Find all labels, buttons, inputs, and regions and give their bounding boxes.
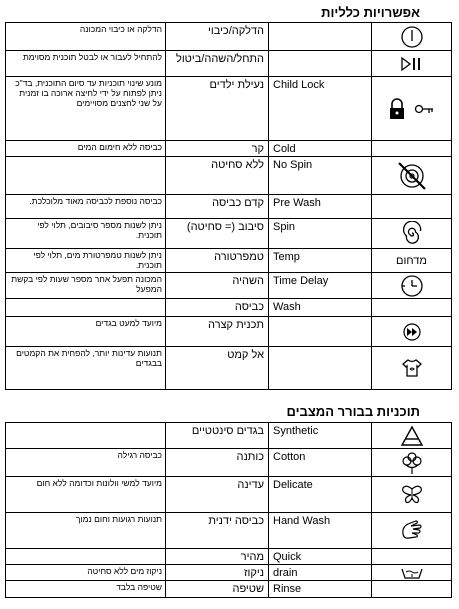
- icon-cell: [372, 565, 451, 580]
- hebrew-name-cell: סיבוב (= סחיטה): [166, 219, 269, 248]
- english-name-cell: Spin: [269, 219, 372, 248]
- english-name-cell: Quick: [269, 549, 372, 564]
- english-name-cell: Cotton: [269, 449, 372, 476]
- table-row: [6, 23, 451, 51]
- table-row: [6, 513, 451, 549]
- cotton-flower-icon: [400, 450, 424, 476]
- description-cell: הדלקה או כיבוי המכונה: [6, 23, 166, 50]
- hebrew-name-cell: שטיפה: [166, 581, 269, 597]
- description-cell: [6, 549, 166, 564]
- hebrew-name-cell: כביסה ידנית: [166, 513, 269, 548]
- description-cell: מיועד למעט בגדים: [6, 317, 166, 346]
- hebrew-name-cell: מהיר: [166, 549, 269, 564]
- hebrew-name-cell: כותנה: [166, 449, 269, 476]
- icon-cell: [372, 549, 451, 564]
- table-row: [6, 581, 451, 597]
- table-row: [6, 317, 451, 347]
- description-cell: כביסה נוספת לכביסה מאוד מלוכלכת.: [6, 195, 166, 218]
- english-name-cell: Wash: [269, 299, 372, 316]
- icon-cell: [372, 77, 451, 140]
- table-row: [6, 273, 451, 299]
- description-cell: מונע שינוי תוכניות עד סיום התוכנית, בד"כ ניתן לפתוח על ידי לחיצה ארוכה בו זמנית על שני לחצנים מסויימים: [6, 77, 166, 140]
- description-cell: [6, 299, 166, 316]
- hebrew-name-cell: קר: [166, 141, 269, 156]
- table-row: [6, 77, 451, 141]
- english-name-cell: Temp: [269, 249, 372, 272]
- icon-cell: [372, 513, 451, 548]
- description-cell: המכונה תפעל אחר מספר שעות לפי בקשת המפעל: [6, 273, 166, 298]
- icon-cell: [372, 273, 451, 298]
- table-row: [6, 219, 451, 249]
- english-name-cell: Time Delay: [269, 273, 372, 298]
- drain-tub-icon: [400, 566, 424, 580]
- fast-forward-icon: [400, 322, 424, 342]
- icon-cell: [372, 249, 451, 272]
- table-row: [6, 51, 451, 77]
- programs-table: [5, 422, 452, 598]
- english-name-cell: No Spin: [269, 157, 372, 194]
- english-name-cell: [269, 317, 372, 346]
- table-row: [6, 195, 451, 219]
- icon-label: מדחום: [396, 254, 427, 267]
- hebrew-name-cell: תכנית קצרה: [166, 317, 269, 346]
- icon-cell: [372, 195, 451, 218]
- icon-cell: [372, 51, 451, 76]
- english-name-cell: Cold: [269, 141, 372, 156]
- hebrew-name-cell: קדם כביסה: [166, 195, 269, 218]
- description-cell: מיועד למשי וולונות וכדומה ללא חום: [6, 477, 166, 512]
- general-options-table: [5, 22, 452, 390]
- icon-cell: [372, 449, 451, 476]
- icon-cell: [372, 23, 451, 50]
- no-spin-icon: [395, 159, 429, 193]
- table-row: [6, 423, 451, 449]
- play-pause-icon: [399, 55, 425, 73]
- table-row: [6, 549, 451, 565]
- hebrew-name-cell: עדינה: [166, 477, 269, 512]
- table-row: [6, 449, 451, 477]
- description-cell: תנועות עדינות יותר, להפחית את הקמטים בבגדים: [6, 347, 166, 389]
- iron-triangle-icon: [400, 425, 424, 447]
- hebrew-name-cell: ניקוז: [166, 565, 269, 580]
- english-name-cell: [269, 51, 372, 76]
- hebrew-name-cell: נעילת ילדים: [166, 77, 269, 140]
- english-name-cell: Synthetic: [269, 423, 372, 448]
- english-name-cell: Child Lock: [269, 77, 372, 140]
- hebrew-name-cell: הדלקה/כיבוי: [166, 23, 269, 50]
- power-icon: [399, 24, 425, 50]
- icon-cell: [372, 141, 451, 156]
- hebrew-name-cell: התחל/השהה/ביטול: [166, 51, 269, 76]
- lock-key-icon: [386, 97, 438, 121]
- hebrew-name-cell: השהיה: [166, 273, 269, 298]
- hebrew-name-cell: אל קמט: [166, 347, 269, 389]
- table-row: [6, 249, 451, 273]
- hebrew-name-cell: טמפרטורה: [166, 249, 269, 272]
- icon-cell: [372, 581, 451, 597]
- english-name-cell: Rinse: [269, 581, 372, 597]
- description-cell: ניתן לשנות מספר סיבובים, תלוי לפי תוכנית.: [6, 219, 166, 248]
- english-name-cell: Hand Wash: [269, 513, 372, 548]
- icon-cell: [372, 347, 451, 389]
- hand-icon: [399, 518, 425, 544]
- icon-cell: [372, 219, 451, 248]
- description-cell: [6, 423, 166, 448]
- english-name-cell: [269, 347, 372, 389]
- table-row: [6, 157, 451, 195]
- spiral-icon: [399, 221, 425, 247]
- table-row: [6, 477, 451, 513]
- hebrew-name-cell: ללא סחיטה: [166, 157, 269, 194]
- description-cell: ניתן לשנות טמפרטורת מים, תלוי לפי תוכנית.: [6, 249, 166, 272]
- section-title-programs: תוכניות בבורר המצבים: [286, 404, 420, 419]
- english-name-cell: [269, 23, 372, 50]
- hebrew-name-cell: כביסה: [166, 299, 269, 316]
- icon-cell: [372, 477, 451, 512]
- table-row: [6, 299, 451, 317]
- description-cell: להתחיל לעבור או לבטל תוכנית מסוימת: [6, 51, 166, 76]
- icon-cell: [372, 157, 451, 194]
- icon-cell: [372, 299, 451, 316]
- description-cell: כביסה רגילה: [6, 449, 166, 476]
- section-title-general: אפשרויות כלליות: [321, 5, 420, 20]
- description-cell: [6, 157, 166, 194]
- table-row: [6, 347, 451, 389]
- description-cell: ניקוז מים ללא סחיטה: [6, 565, 166, 580]
- description-cell: תנועות רגועות וחום נמוך: [6, 513, 166, 548]
- icon-cell: [372, 423, 451, 448]
- icon-cell: [372, 317, 451, 346]
- table-row: [6, 565, 451, 581]
- table-row: [6, 141, 451, 157]
- shirt-icon: [401, 357, 423, 379]
- hebrew-name-cell: בגדים סינטטיים: [166, 423, 269, 448]
- clock-icon: [399, 273, 425, 298]
- description-cell: כביסה ללא חימום המים: [6, 141, 166, 156]
- description-cell: שטיפה בלבד: [6, 581, 166, 597]
- english-name-cell: Delicate: [269, 477, 372, 512]
- english-name-cell: Pre Wash: [269, 195, 372, 218]
- english-name-cell: drain: [269, 565, 372, 580]
- butterfly-icon: [400, 484, 424, 506]
